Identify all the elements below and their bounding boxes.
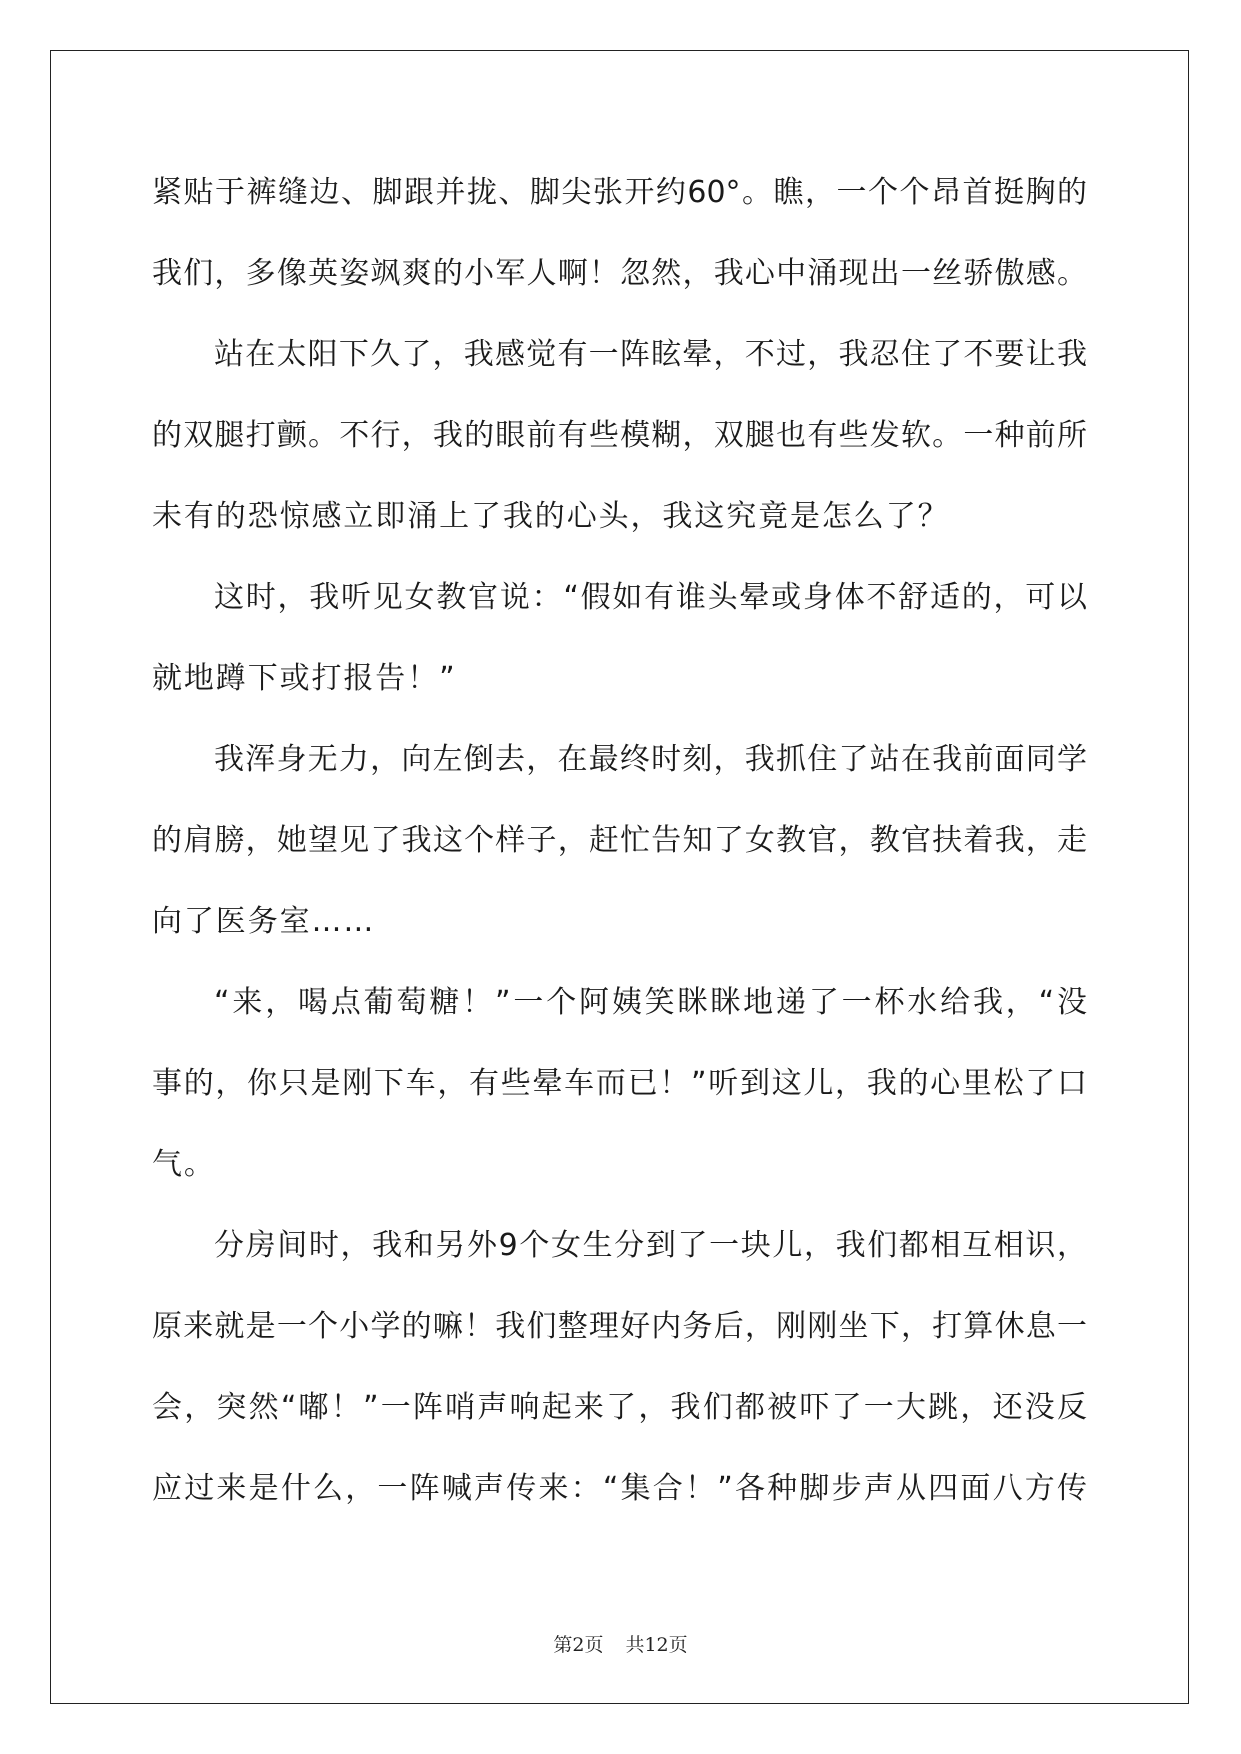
text-line: 未有的恐惊感立即涌上了我的心头，我这究竟是怎么了？ (152, 499, 950, 534)
text-line: 会，突然“嘟！”一阵哨声响起来了，我们都被吓了一大跳，还没反 (152, 1390, 1087, 1425)
text-line: 事的，你只是刚下车，有些晕车而已！”听到这儿，我的心里松了口 (152, 1066, 1087, 1101)
text-line: 的双腿打颤。不行，我的眼前有些模糊，双腿也有些发软。一种前所 (152, 418, 1087, 453)
page-total: 共12页 (625, 1634, 688, 1656)
text-line: 原来就是一个小学的嘛！我们整理好内务后，刚刚坐下，打算休息一 (152, 1309, 1087, 1344)
document-body (152, 152, 1087, 1529)
paragraph-start-line: 我浑身无力，向左倒去，在最终时刻，我抓住了站在我前面同学 (214, 742, 1087, 777)
page-number: 第2页 (553, 1634, 604, 1656)
paragraph-start-line: 分房间时，我和另外9个女生分到了一块儿，我们都相互相识， (214, 1228, 1087, 1263)
text-line: 就地蹲下或打报告！” (152, 661, 457, 696)
text-line: 气。 (152, 1147, 216, 1182)
text-line: 的肩膀，她望见了我这个样子，赶忙告知了女教官，教官扶着我，走 (152, 823, 1087, 858)
text-line: 我们，多像英姿飒爽的小军人啊！忽然，我心中涌现出一丝骄傲感。 (152, 256, 1087, 291)
text-line: 紧贴于裤缝边、脚跟并拢、脚尖张开约60°。瞧，一个个昂首挺胸的 (152, 175, 1087, 210)
paragraph-start-line: “来，喝点葡萄糖！”一个阿姨笑眯眯地递了一杯水给我，“没 (214, 985, 1087, 1020)
paragraph-start-line: 站在太阳下久了，我感觉有一阵眩晕，不过，我忍住了不要让我 (214, 337, 1087, 372)
paragraph-start-line: 这时，我听见女教官说：“假如有谁头晕或身体不舒适的，可以 (214, 580, 1087, 615)
page-footer (0, 1630, 1241, 1657)
text-line: 应过来是什么，一阵喊声传来：“集合！”各种脚步声从四面八方传 (152, 1471, 1087, 1506)
text-line: 向了医务室…… (152, 904, 376, 939)
